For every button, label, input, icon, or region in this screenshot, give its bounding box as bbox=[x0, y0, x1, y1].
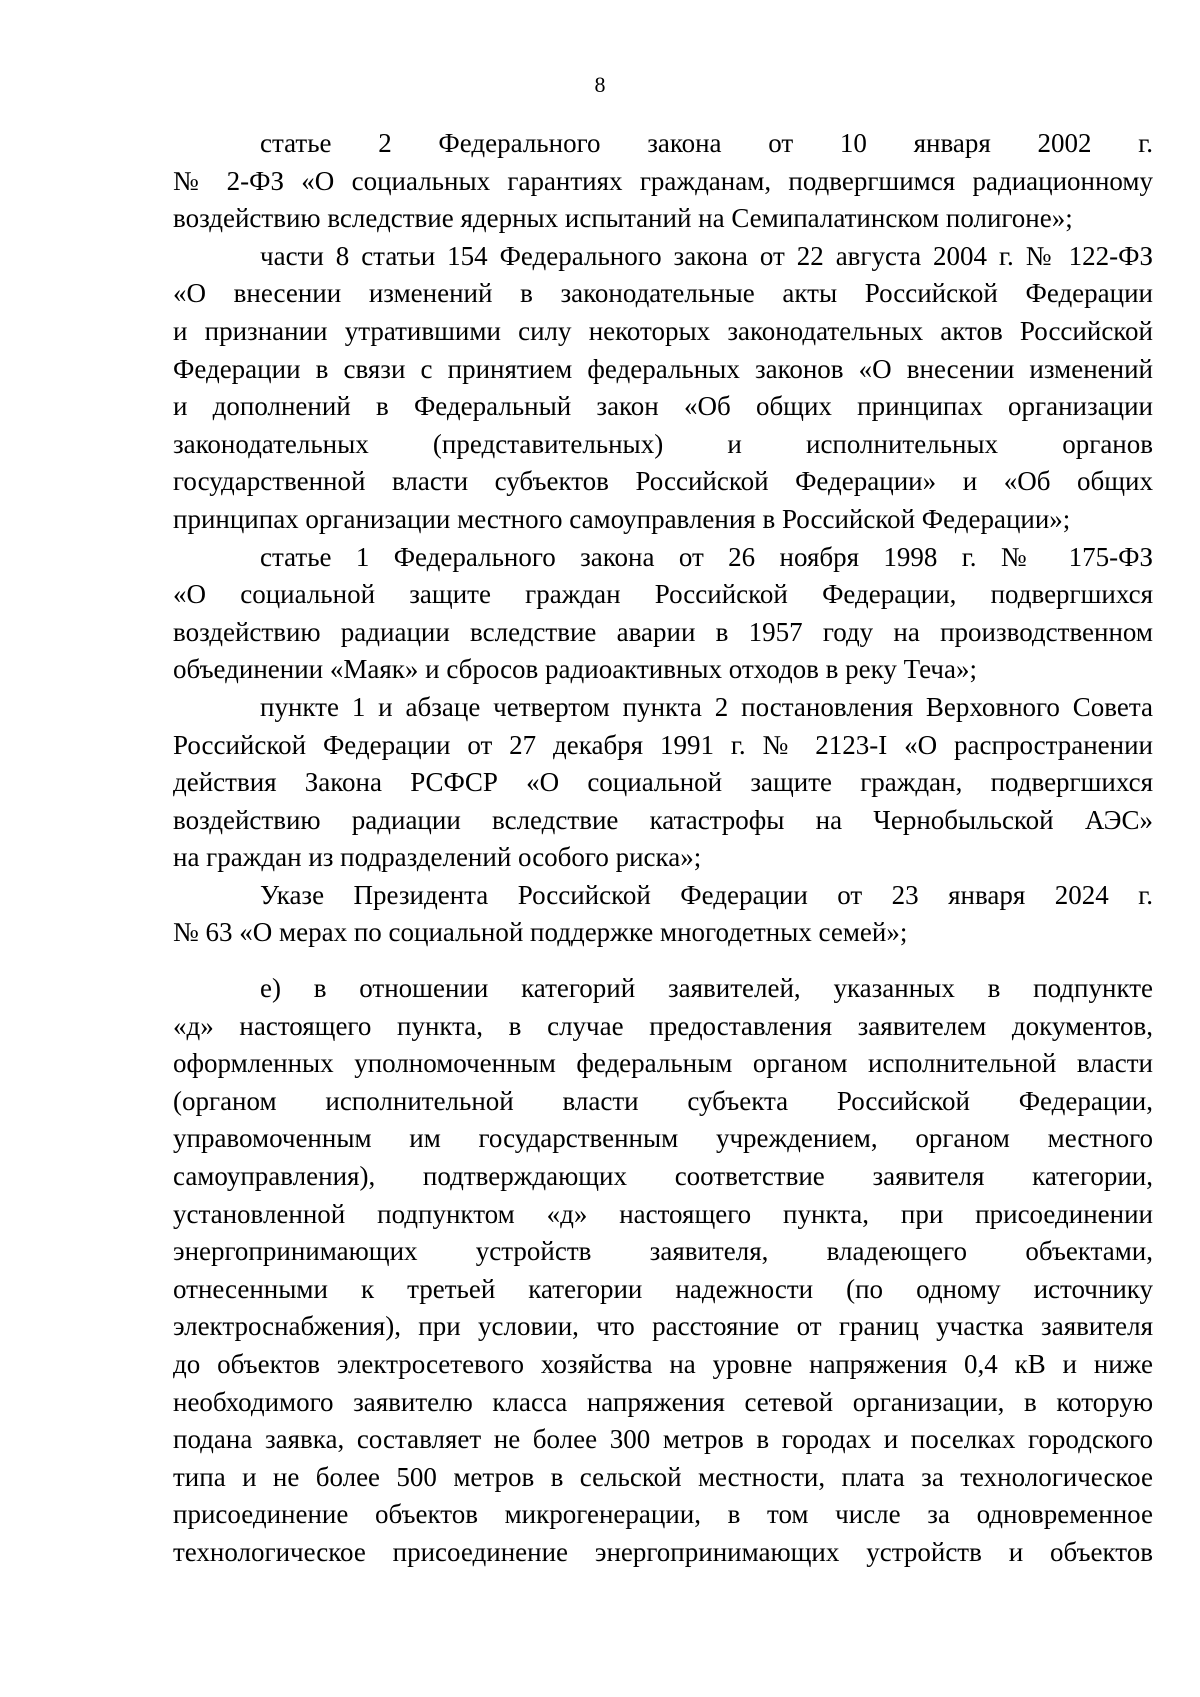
text-line: части 8 статьи 154 Федерального закона от 22 августа 2004 г. № 122-ФЗ bbox=[260, 240, 1153, 271]
text-line: воздействию радиации вследствие аварии в 1957 году на производственном bbox=[173, 616, 1153, 647]
text-line: Федерации в связи с принятием федеральных законов «О внесении изменений bbox=[173, 353, 1153, 384]
text-line: и признании утратившими силу некоторых законодательных актов Российской bbox=[173, 315, 1153, 346]
text-line: воздействию радиации вследствие катастрофы на Чернобыльской АЭС» bbox=[173, 804, 1153, 835]
text-line: государственной власти субъектов Российской Федерации» и «Об общих bbox=[173, 466, 1153, 497]
text-line: действия Закона РСФСР «О социальной защите граждан, подвергшихся bbox=[173, 767, 1153, 798]
text-line: установленной подпунктом «д» настоящего пункта, при присоединении bbox=[173, 1198, 1153, 1229]
text-line: типа и не более 500 метров в сельской местности, плата за технологическое bbox=[173, 1461, 1153, 1492]
paragraph bbox=[173, 125, 1153, 238]
text-line: Указе Президента Российской Федерации от 23 января 2024 г. bbox=[260, 879, 1153, 910]
text-line: оформленных уполномоченным федеральным органом исполнительной власти bbox=[173, 1048, 1153, 1079]
text-line: до объектов электросетевого хозяйства на уровне напряжения 0,4 кВ и ниже bbox=[173, 1349, 1153, 1379]
text-line: воздействию вследствие ядерных испытаний на Семипалатинском полигоне»; bbox=[173, 203, 1073, 234]
text-line: «д» настоящего пункта, в случае предоставления заявителем документов, bbox=[173, 1010, 1153, 1041]
text-line: подана заявка, составляет не более 300 метров в городах и поселках городского bbox=[173, 1424, 1153, 1455]
text-line: «О внесении изменений в законодательные акты Российской Федерации bbox=[173, 278, 1153, 309]
paragraph-gap bbox=[173, 952, 1153, 970]
text-line: принципах организации местного самоуправления в Российской Федерации»; bbox=[173, 503, 1071, 534]
paragraph bbox=[173, 238, 1153, 539]
text-line: присоединение объектов микрогенерации, в том числе за одновременное bbox=[173, 1499, 1153, 1530]
document-body bbox=[173, 125, 1153, 1572]
paragraph bbox=[173, 970, 1153, 1572]
paragraph bbox=[173, 539, 1153, 689]
text-line: объединении «Маяк» и сбросов радиоактивных отходов в реку Теча»; bbox=[173, 654, 977, 685]
text-line: статье 1 Федерального закона от 26 ноября 1998 г. № 175-ФЗ bbox=[260, 541, 1153, 572]
text-line: технологическое присоединение энергопринимающих устройств и объектов bbox=[173, 1536, 1153, 1567]
text-line: № 63 «О мерах по социальной поддержке многодетных семей»; bbox=[173, 917, 908, 948]
text-line: на граждан из подразделений особого риска»; bbox=[173, 842, 702, 873]
paragraph bbox=[173, 877, 1153, 952]
text-line: управомоченным им государственным учреждением, органом местного bbox=[173, 1123, 1153, 1154]
text-line: Российской Федерации от 27 декабря 1991 г. № 2123-I «О распространении bbox=[173, 729, 1153, 760]
text-line: и дополнений в Федеральный закон «Об общих принципах организации bbox=[173, 391, 1153, 422]
text-line: (органом исполнительной власти субъекта Российской Федерации, bbox=[173, 1085, 1153, 1116]
text-line: отнесенными к третьей категории надежности (по одному источнику bbox=[173, 1273, 1153, 1304]
paragraph bbox=[173, 689, 1153, 877]
text-line: е) в отношении категорий заявителей, указанных в подпункте bbox=[260, 973, 1153, 1004]
text-line: «О социальной защите граждан Российской Федерации, подвергшихся bbox=[173, 579, 1153, 610]
text-line: законодательных (представительных) и исполнительных органов bbox=[173, 428, 1153, 459]
text-line: самоуправления), подтверждающих соответствие заявителя категории, bbox=[173, 1161, 1153, 1192]
text-line: пункте 1 и абзаце четвертом пункта 2 постановления Верховного Совета bbox=[260, 691, 1153, 722]
page-number: 8 bbox=[594, 72, 606, 97]
text-line: статье 2 Федерального закона от 10 января 2002 г. bbox=[260, 128, 1153, 158]
text-line: энергопринимающих устройств заявителя, владеющего объектами, bbox=[173, 1236, 1153, 1267]
text-line: № 2-ФЗ «О социальных гарантиях гражданам, подвергшимся радиационному bbox=[173, 165, 1153, 196]
text-line: электроснабжения), при условии, что расстояние от границ участка заявителя bbox=[173, 1311, 1153, 1342]
text-line: необходимого заявителю класса напряжения сетевой организации, в которую bbox=[173, 1386, 1153, 1417]
